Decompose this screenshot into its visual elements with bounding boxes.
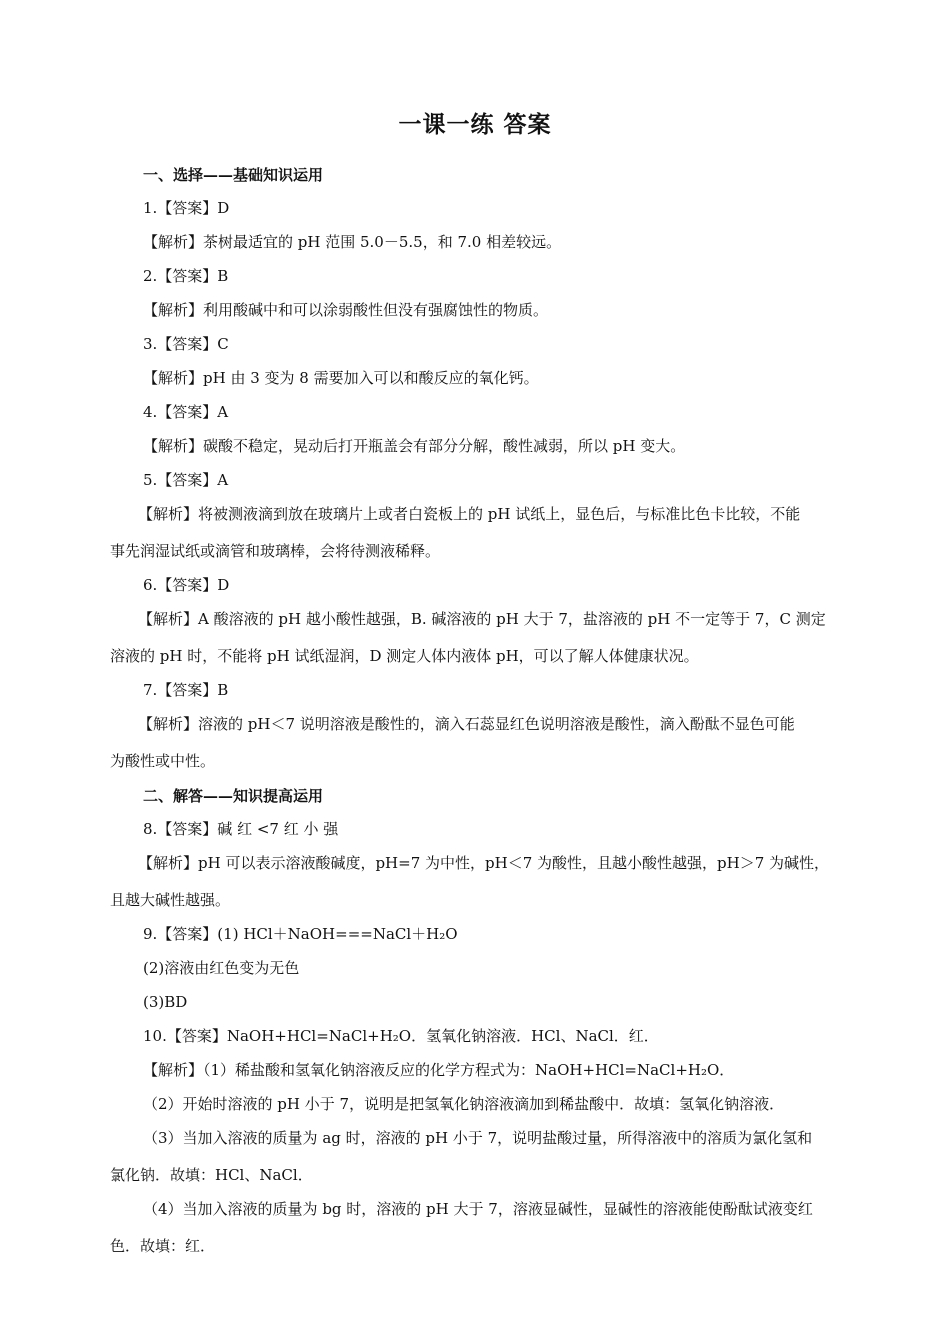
analysis-5-cont: 事先润湿试纸或滴管和玻璃棒，会将待测液稀释。: [110, 542, 441, 560]
analysis-10-part-3: （3）当加入溶液的质量为 ag 时，溶液的 pH 小于 7，说明盐酸过量，所得溶液中的溶质为氯化氢和: [143, 1129, 813, 1147]
analysis-6-cont: 溶液的 pH 时，不能将 pH 试纸湿润，D 测定人体内液体 pH，可以了解人体健康状况。: [110, 647, 699, 665]
answer-1: 1.【答案】D: [143, 199, 230, 217]
answer-3: 3.【答案】C: [143, 335, 229, 353]
analysis-5: 【解析】将被测液滴到放在玻璃片上或者白瓷板上的 pH 试纸上，显色后，与标准比色卡比较，不能: [138, 505, 801, 523]
answer-7: 7.【答案】B: [143, 681, 229, 699]
analysis-7-cont: 为酸性或中性。: [110, 752, 216, 770]
analysis-8-cont: 且越大碱性越强。: [110, 891, 231, 909]
analysis-10-part-4: （4）当加入溶液的质量为 bg 时，溶液的 pH 大于 7，溶液显碱性，显碱性的溶液能使酚酞试液变红: [143, 1200, 813, 1218]
analysis-1: 【解析】茶树最适宜的 pH 范围 5.0－5.5，和 7.0 相差较远。: [143, 233, 562, 251]
answer-9-part-2: (2)溶液由红色变为无色: [143, 959, 300, 977]
analysis-10-part-4-cont: 色．故填：红．: [110, 1237, 216, 1255]
answer-4: 4.【答案】A: [143, 403, 229, 421]
answer-2: 2.【答案】B: [143, 267, 229, 285]
section-heading-answer: 二、解答——知识提高运用: [143, 787, 324, 805]
analysis-7: 【解析】溶液的 pH＜7 说明溶液是酸性的，滴入石蕊显红色说明溶液是酸性，滴入酚酞不显色可能: [138, 715, 795, 733]
answer-10: 10.【答案】NaOH+HCl=NaCl+H₂O．氢氧化钠溶液．HCl、NaCl．红．: [143, 1027, 659, 1045]
answer-8: 8.【答案】碱 红 <7 红 小 强: [143, 820, 339, 838]
analysis-8: 【解析】pH 可以表示溶液酸碱度，pH=7 为中性，pH＜7 为酸性，且越小酸性越强，pH＞7 为碱性，: [138, 854, 830, 872]
answer-6: 6.【答案】D: [143, 576, 230, 594]
page-title: 一课一练 答案: [398, 111, 552, 138]
analysis-10: 【解析】（1）稀盐酸和氢氧化钠溶液反应的化学方程式为：NaOH+HCl=NaCl+H₂O．: [143, 1061, 735, 1079]
answer-9-part-3: (3)BD: [143, 993, 188, 1011]
analysis-10-part-3-cont: 氯化钠．故填：HCl、NaCl．: [110, 1166, 313, 1184]
analysis-10-part-2: （2）开始时溶液的 pH 小于 7，说明是把氢氧化钠溶液滴加到稀盐酸中．故填：氢氧化钠溶液．: [143, 1095, 785, 1113]
answer-9: 9.【答案】(1) HCl＋NaOH===NaCl＋H₂O: [143, 925, 458, 943]
analysis-4: 【解析】碳酸不稳定，晃动后打开瓶盖会有部分分解，酸性减弱，所以 pH 变大。: [143, 437, 686, 455]
section-heading-choice: 一、选择——基础知识运用: [143, 166, 324, 184]
analysis-3: 【解析】pH 由 3 变为 8 需要加入可以和酸反应的氧化钙。: [143, 369, 539, 387]
analysis-2: 【解析】利用酸碱中和可以涂弱酸性但没有强腐蚀性的物质。: [143, 301, 549, 319]
analysis-6: 【解析】A 酸溶液的 pH 越小酸性越强，B. 碱溶液的 pH 大于 7，盐溶液的 pH 不一定等于 7，C 测定: [138, 610, 826, 628]
answer-5: 5.【答案】A: [143, 471, 229, 489]
